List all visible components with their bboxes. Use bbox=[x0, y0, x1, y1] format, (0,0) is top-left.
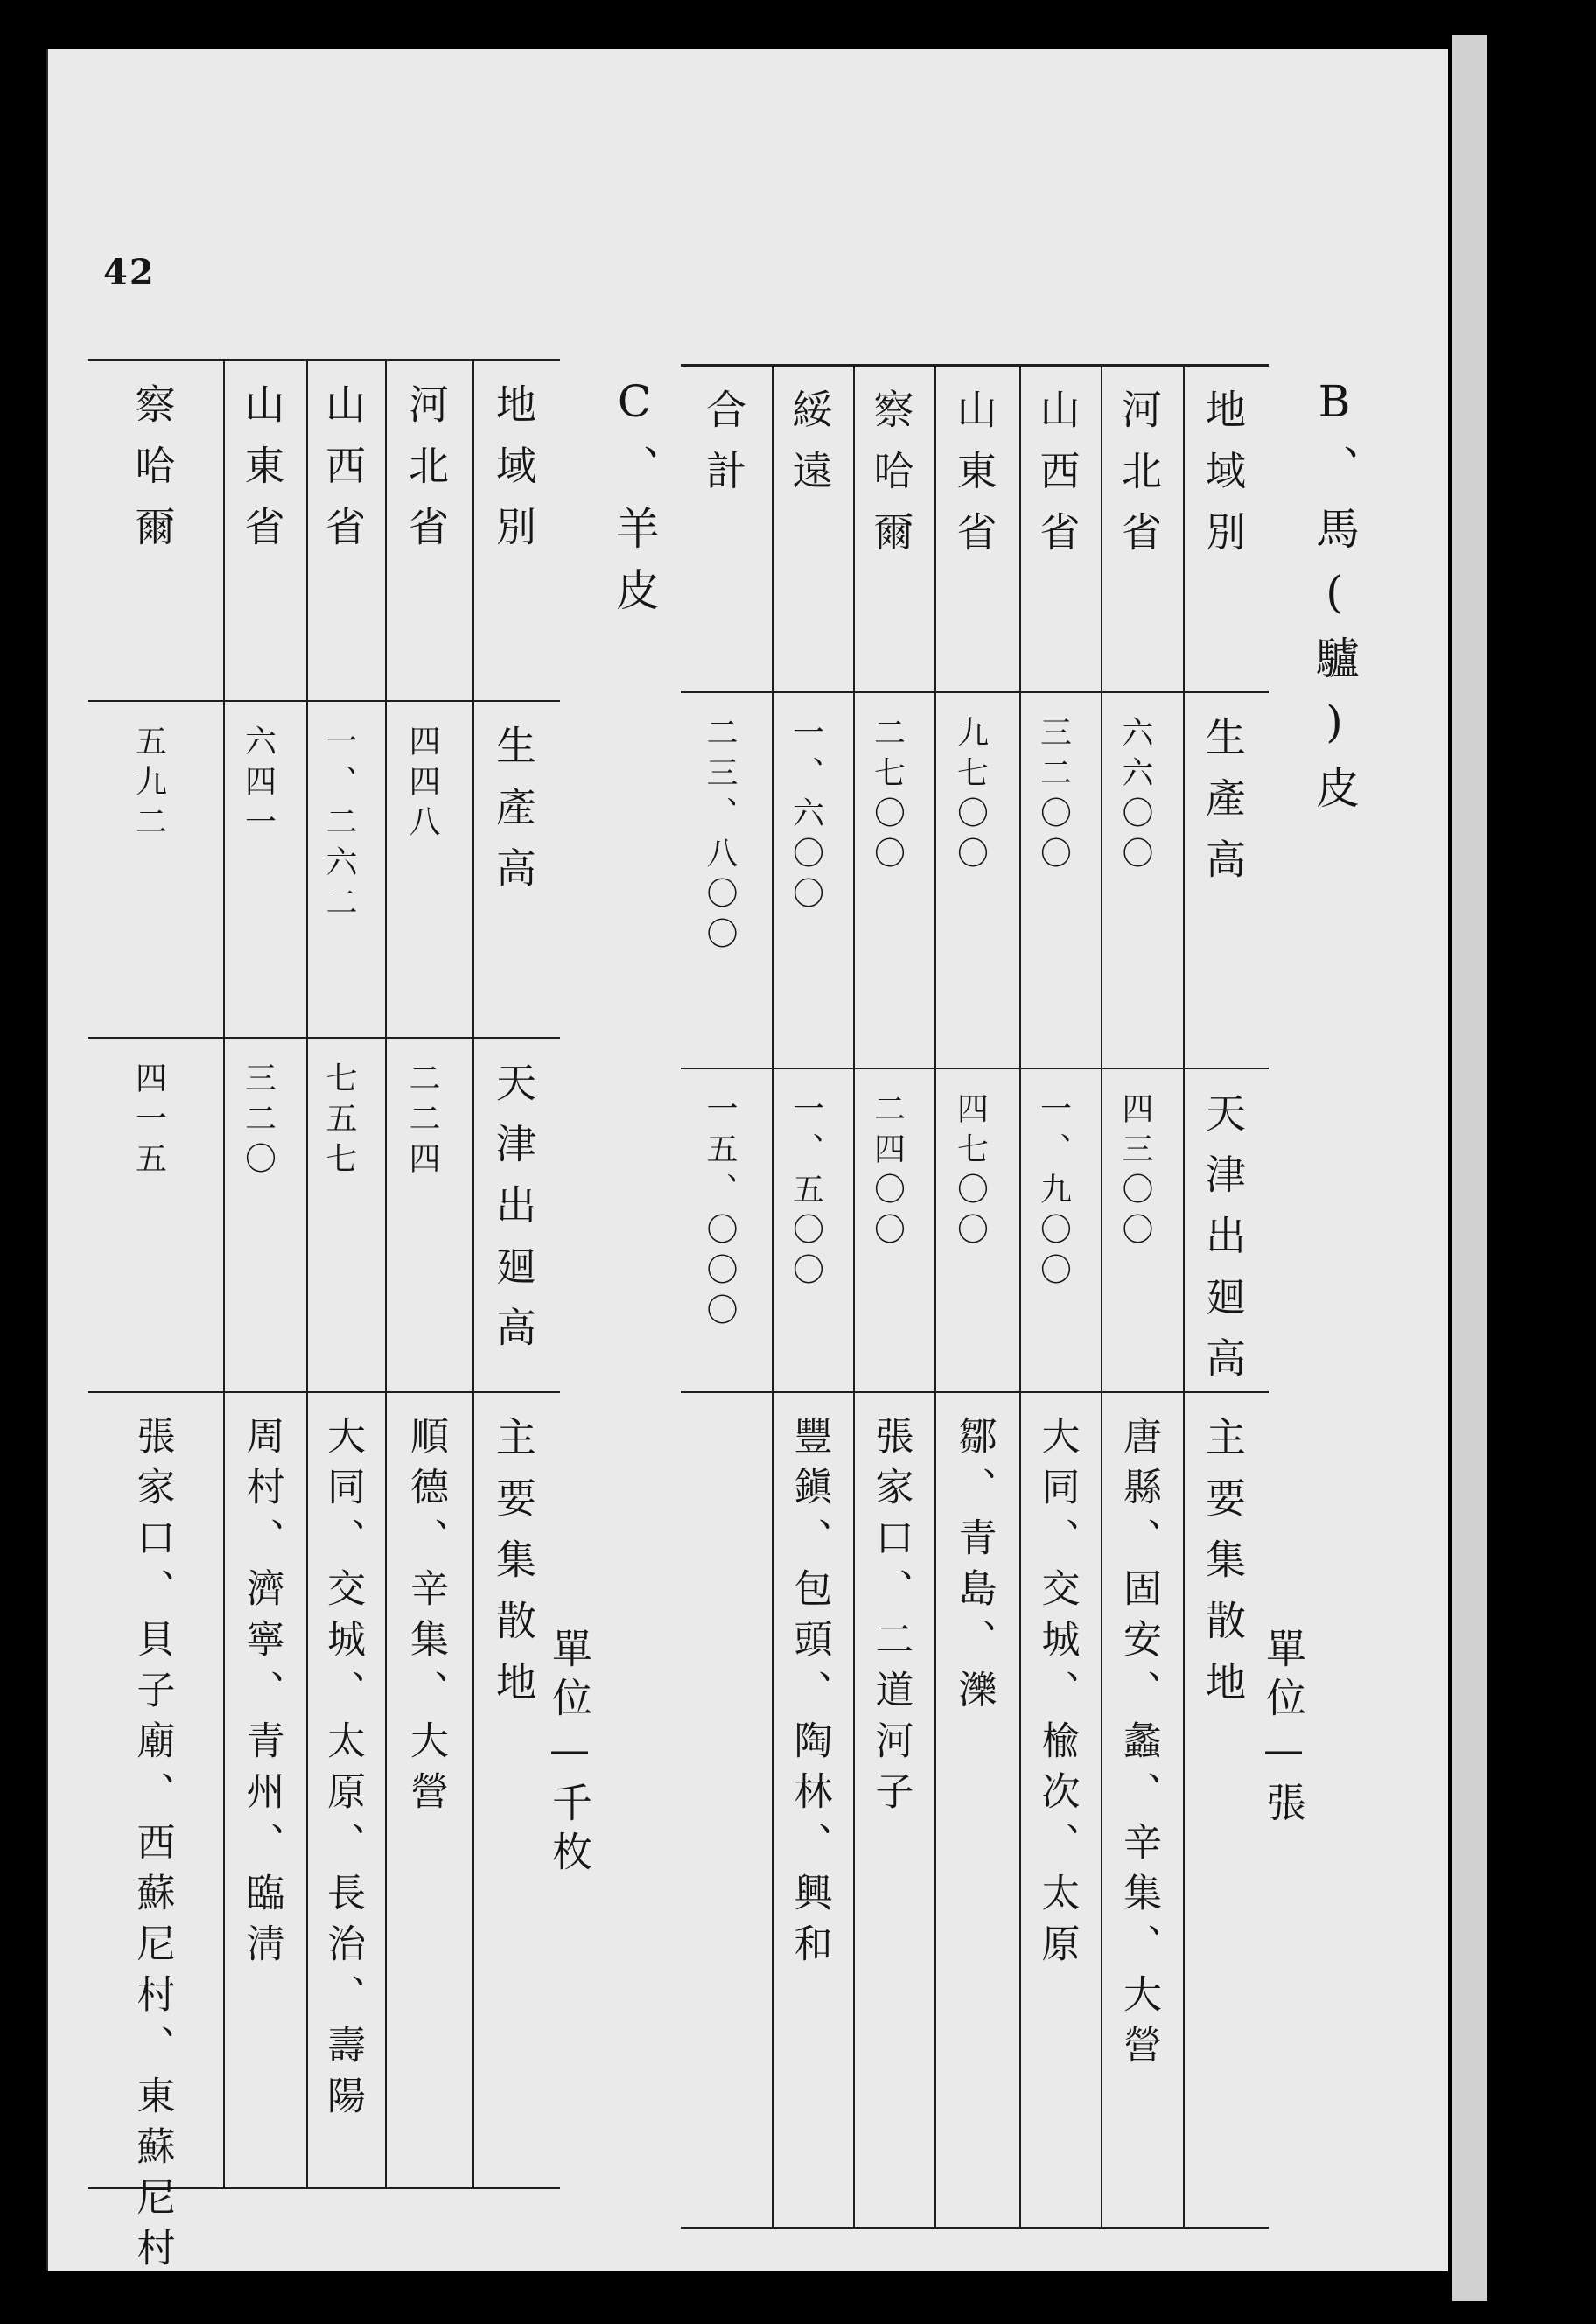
table-b-vrule bbox=[1183, 364, 1185, 2227]
table-c-export-cell: 二二四 bbox=[404, 1061, 440, 1182]
table-b-markets-cell: 大同、交城、楡次、太原 bbox=[1034, 1416, 1080, 1974]
table-b-hrule bbox=[681, 1391, 1269, 1393]
table-b-production-cell: 二三、八〇〇 bbox=[702, 716, 738, 957]
table-c-region-cell: 山東省 bbox=[238, 383, 286, 567]
table-c-header-cell: 天津出廻高 bbox=[490, 1061, 537, 1368]
table-b-production-cell: 九七〇〇 bbox=[952, 716, 989, 877]
table-c-production-cell: 五九二 bbox=[130, 724, 167, 845]
table-c-vrule bbox=[472, 359, 474, 2188]
table-b-markets-cell: 張家口、二道河子 bbox=[868, 1416, 914, 1822]
table-c-markets-cell: 順德、辛集、大營 bbox=[403, 1416, 448, 1822]
table-b-vrule bbox=[853, 364, 855, 2227]
table-b-export-cell: 一、九〇〇 bbox=[1035, 1092, 1072, 1293]
table-b-hrule bbox=[681, 364, 1269, 367]
table-b-markets-cell: 豐鎭、包頭、陶林、興和 bbox=[787, 1416, 832, 1974]
table-c-markets-cell: 周村、濟寧、青州、臨淸 bbox=[239, 1416, 284, 1974]
table-b-production-cell: 二七〇〇 bbox=[869, 716, 906, 877]
table-c-header-cell: 地域別 bbox=[490, 383, 537, 567]
scan-border bbox=[1488, 0, 1596, 2324]
table-c-export-cell: 三二〇 bbox=[240, 1061, 276, 1182]
table-b-header-cell: 主要集散地 bbox=[1200, 1416, 1247, 1722]
table-b-export-cell: 一、五〇〇 bbox=[788, 1092, 824, 1293]
table-c-header-cell: 主要集散地 bbox=[490, 1416, 537, 1722]
table-c-header-cell: 生產高 bbox=[490, 724, 537, 908]
table-b-markets-cell: 鄒、青島、濼 bbox=[951, 1416, 997, 1720]
table-b-export-cell: 一五、〇〇〇 bbox=[702, 1092, 738, 1334]
table-b-header-cell: 天津出廻高 bbox=[1200, 1092, 1247, 1398]
table-c-title: C、羊皮 bbox=[609, 376, 660, 628]
table-c-vrule bbox=[385, 359, 387, 2188]
table-b-vrule bbox=[1101, 364, 1102, 2227]
table-c-hrule bbox=[88, 1037, 560, 1039]
table-b-region-cell: 河北省 bbox=[1116, 388, 1163, 572]
table-c-markets-cell: 大同、交城、太原、長治、壽陽 bbox=[320, 1416, 365, 2126]
table-b-region-cell: 山西省 bbox=[1033, 388, 1082, 572]
table-b-vrule bbox=[1019, 364, 1021, 2227]
table-b-hrule bbox=[681, 2227, 1269, 2229]
table-b-vrule bbox=[772, 364, 774, 2227]
table-b-production-cell: 六六〇〇 bbox=[1117, 716, 1153, 877]
table-b-title: B、馬(驢)皮 bbox=[1309, 376, 1360, 826]
table-b-header-cell: 生產高 bbox=[1200, 716, 1247, 900]
page-number: 42 bbox=[103, 252, 156, 293]
table-c-hrule bbox=[88, 700, 560, 702]
table-b-markets-cell: 唐縣、固安、蠡、辛集、大營 bbox=[1116, 1416, 1161, 2076]
table-c-region-cell: 山西省 bbox=[319, 383, 367, 567]
table-c-region-cell: 河北省 bbox=[402, 383, 450, 567]
table-b-export-cell: 二四〇〇 bbox=[869, 1092, 906, 1253]
table-b-region-cell: 山東省 bbox=[950, 388, 998, 572]
table-b-vrule bbox=[934, 364, 936, 2227]
table-c-hrule bbox=[88, 359, 560, 361]
table-c-export-cell: 七五七 bbox=[321, 1061, 357, 1182]
table-b-production-cell: 一、六〇〇 bbox=[788, 716, 824, 917]
table-b-region-cell: 合計 bbox=[700, 388, 747, 511]
table-c-markets-cell: 張家口、貝子廟、西蘇尼村、東蘇尼村 bbox=[130, 1416, 175, 2278]
table-c-vrule bbox=[306, 359, 308, 2188]
table-c-vrule bbox=[223, 359, 225, 2188]
table-c-production-cell: 一、二六二 bbox=[321, 724, 357, 926]
next-page-edge bbox=[1452, 35, 1488, 2301]
table-b-hrule bbox=[681, 1068, 1269, 1069]
table-b-export-cell: 四七〇〇 bbox=[952, 1092, 989, 1253]
table-c-unit: 單位—千枚 bbox=[546, 1628, 593, 1880]
table-c-region-cell: 察哈爾 bbox=[129, 383, 177, 567]
table-b-hrule bbox=[681, 691, 1269, 693]
table-b-region-cell: 綏遠 bbox=[786, 388, 834, 511]
table-c-export-cell: 四一五 bbox=[130, 1061, 167, 1182]
table-b-region-cell: 察哈爾 bbox=[867, 388, 915, 572]
table-c-production-cell: 六四一 bbox=[240, 724, 276, 845]
table-b-header-cell: 地域別 bbox=[1200, 388, 1247, 572]
table-c-hrule bbox=[88, 1391, 560, 1393]
table-b-production-cell: 三二〇〇 bbox=[1035, 716, 1072, 877]
table-c-production-cell: 四四八 bbox=[404, 724, 440, 845]
table-b-unit: 單位—張 bbox=[1260, 1628, 1307, 1830]
table-b-export-cell: 四三〇〇 bbox=[1117, 1092, 1153, 1253]
